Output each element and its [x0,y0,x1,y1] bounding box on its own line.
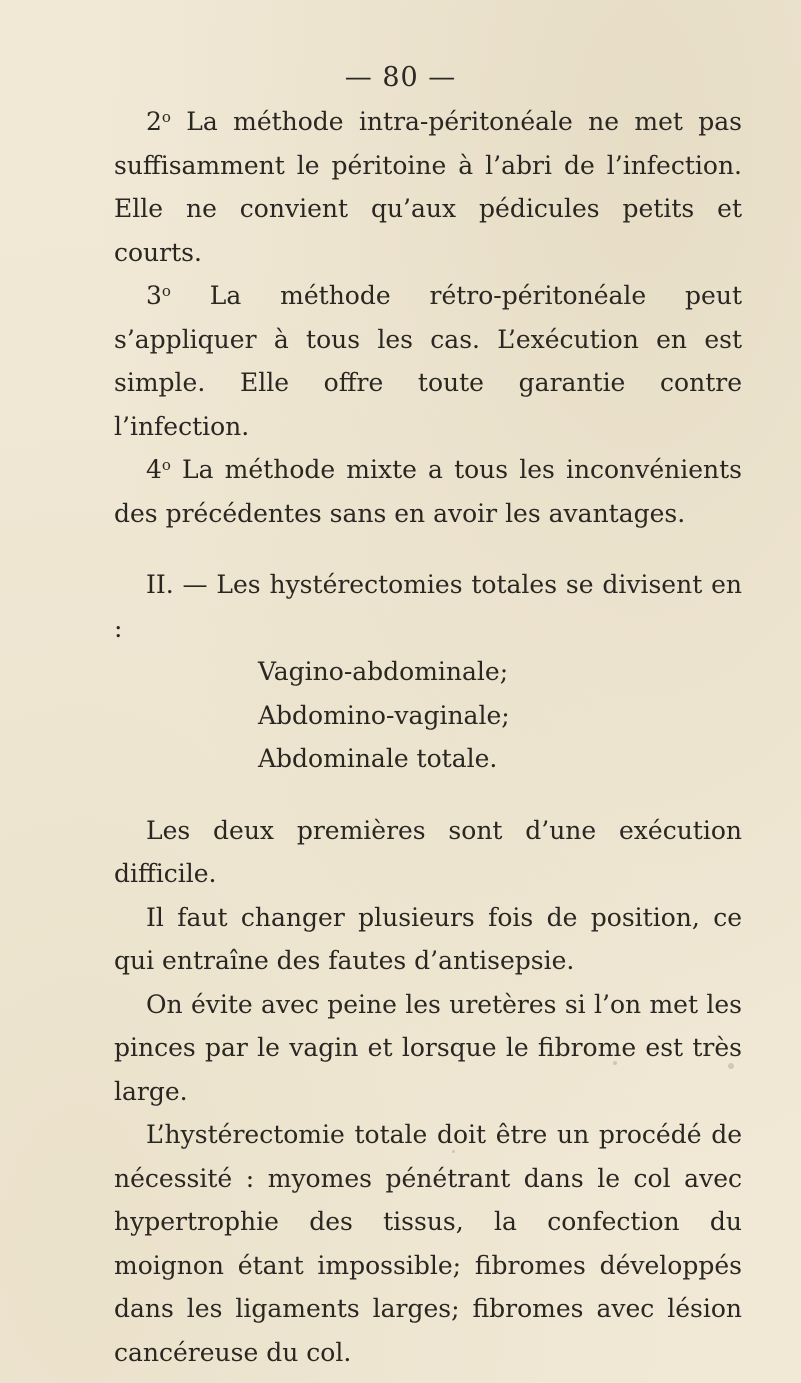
body-paragraph: L’hystérectomie totale doit être un procédé de nécessité : myomes pénétrant dans le col avec hypertrophie des tissus, la confection du moignon étant impossible; fibromes développés dans les ligaments larges; fibromes avec lésion cancéreuse du col. [114,1120,742,1367]
numbered-paragraph [114,274,742,448]
body-paragraph: Il faut changer plusieurs fois de position, ce qui entraîne des fautes d’antisepsie. [114,902,742,975]
list-item: Abdominale totale. [258,744,498,773]
ordinal-mark: o [161,282,171,300]
item-number: 4 [146,455,162,484]
item-number: 2 [146,107,162,136]
paragraph-text: La méthode mixte a tous les inconvénients des précédentes sans en avoir les avantages. [114,455,742,528]
list-item: Abdomino-vaginale; [258,700,510,730]
paragraph-text: La méthode rétro-péritonéale peut s’appliquer à tous les cas. L’exécution en est simple. Elle offre toute garantie contre l’infection. [114,281,742,441]
ordinal-mark: o [161,108,171,126]
numbered-paragraph [114,448,742,535]
page-body [114,100,742,1374]
list-item: Vagino-abdominale; [258,657,509,686]
numbered-paragraph [114,100,742,274]
paragraph-text: La méthode intra-péritonéale ne met pas suffisamment le péritoine à l’abri de l’infection. Elle ne convient qu’aux pédicules petits et courts. [114,107,742,267]
paper-speck [728,1063,734,1069]
section-intro: II. — Les hystérectomies totales se divisent en : [114,570,742,643]
paper-speck [613,1061,617,1065]
ordinal-mark: o [161,456,171,474]
page-number: — 80 — [344,62,457,93]
body-paragraph: Les deux premières sont d’une exécution difficile. [114,815,742,888]
item-number: 3 [146,281,162,310]
paper-speck [452,1150,455,1153]
body-paragraph: On évite avec peine les uretères si l’on met les pinces par le vagin et lorsque le fibrome est très large. [114,989,742,1106]
